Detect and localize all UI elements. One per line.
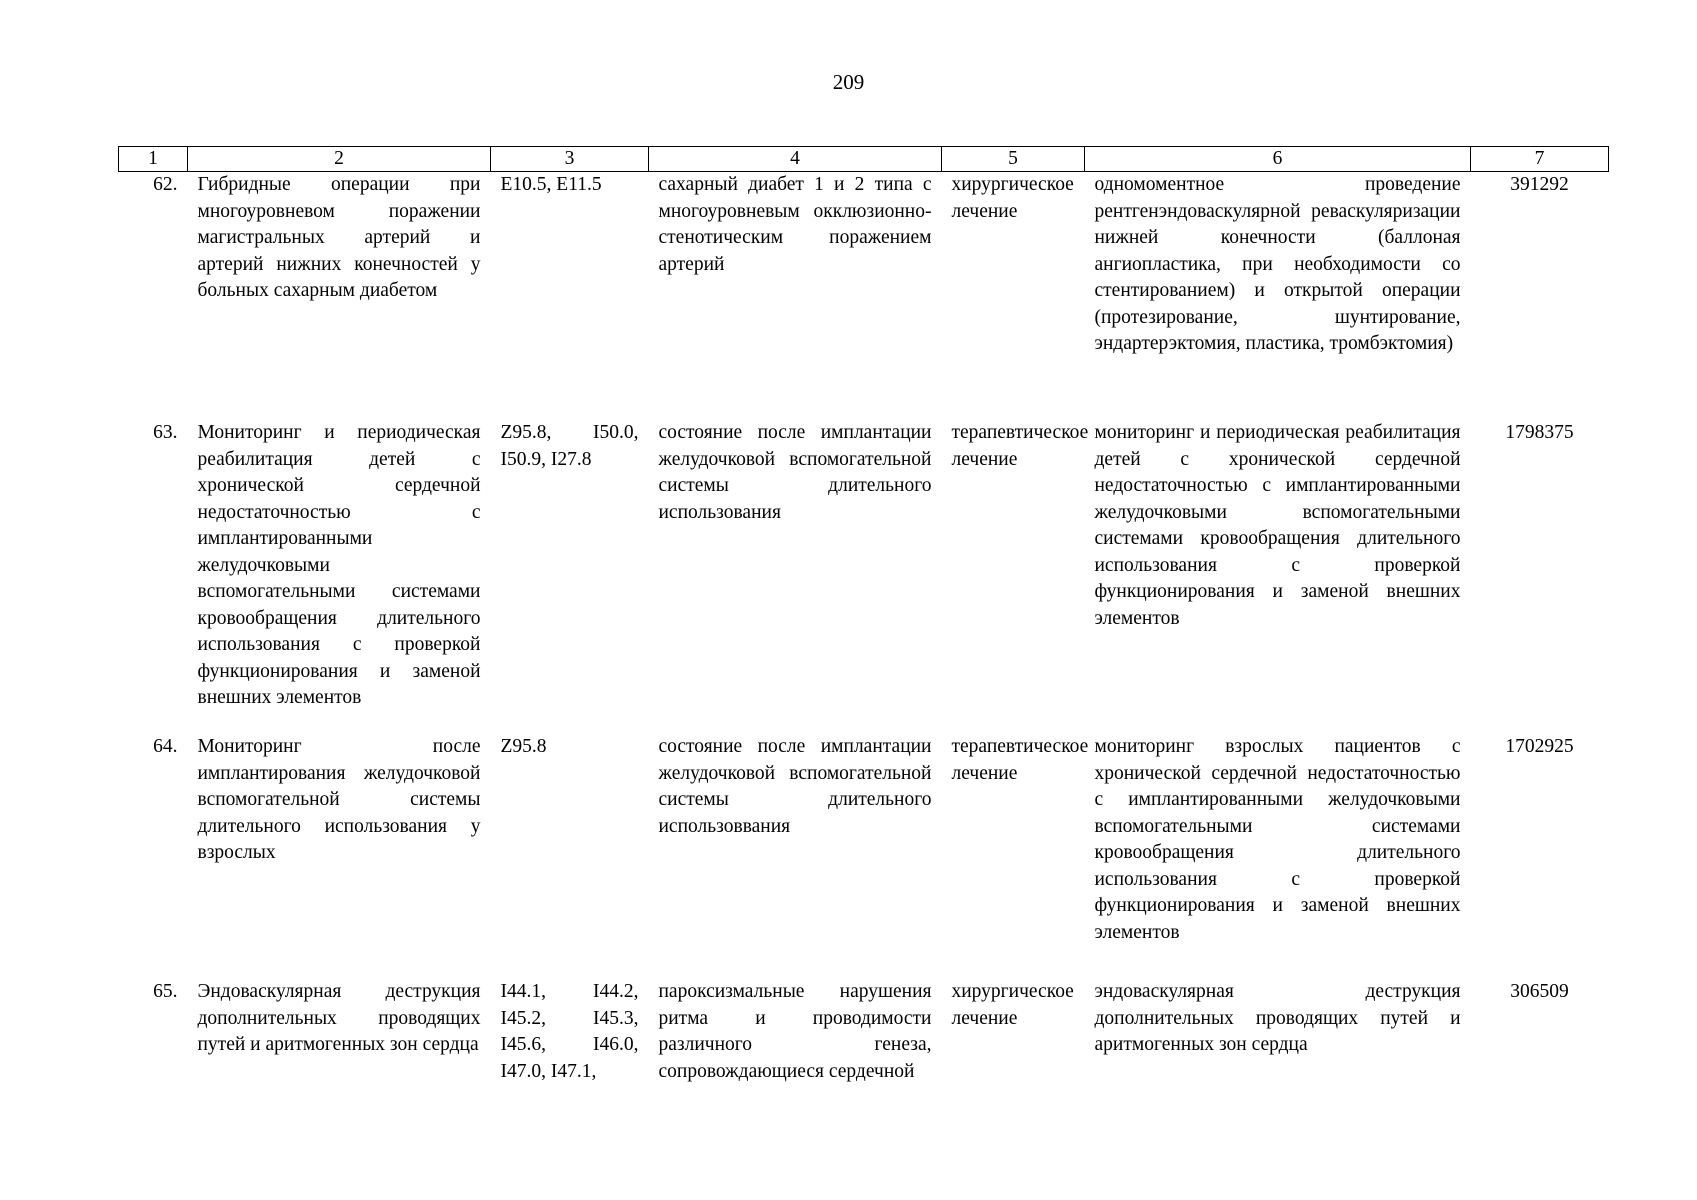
table-header-row: [119, 147, 1609, 172]
intervention-name: Мониторинг и периодическая реабилитация детей с хронической сердечной недостаточностью с имплантированными желудочковыми вспомогательными системами кровообращения длительного использования с проверкой функционирования и заменой внешних элементов: [197, 422, 481, 708]
table-row: [119, 172, 1609, 421]
intervention-name: Мониторинг после имплантирования желудочковой вспомогательной системы длительного использования у взрослых: [197, 736, 481, 863]
treatment-type: хирургическое лечение: [951, 981, 1074, 1029]
treatment-method: эндоваскулярная деструкция дополнительных проводящих путей и аритмогенных зон сердца: [1094, 981, 1461, 1055]
column-header-3: 3: [491, 147, 649, 172]
column-header-4: 4: [649, 147, 942, 172]
diagnosis-codes: I44.1, I44.2, I45.2, I45.3, I45.6, I46.0, I47.0, I47.1,: [500, 981, 639, 1082]
table-row: [119, 979, 1609, 1099]
cost-value: 1702925: [1505, 736, 1574, 757]
table-row: [119, 734, 1609, 979]
intervention-name: Гибридные операции при многоуровневом поражении магистральных артерий и артерий нижних конечностей у больных сахарным диабетом: [197, 174, 481, 301]
column-header-2: 2: [188, 147, 491, 172]
treatment-method: мониторинг взрослых пациентов с хронической сердечной недостаточностью с имплантированными желудочковыми вспомогательными системами кровообращения длительного использования с проверкой функционирования и заменой внешних элементов: [1094, 736, 1461, 943]
diagnosis-codes: Z95.8: [500, 736, 547, 757]
diagnosis-codes: E10.5, E11.5: [500, 174, 602, 195]
column-header-6: 6: [1085, 147, 1471, 172]
cost-value: 391292: [1510, 174, 1569, 195]
cost-value: 1798375: [1505, 422, 1574, 443]
row-number: 64.: [153, 736, 178, 757]
column-header-1: 1: [119, 147, 188, 172]
row-number: 62.: [153, 174, 178, 195]
table-row: [119, 420, 1609, 734]
treatment-type: терапевтическое лечение: [951, 422, 1089, 470]
treatment-method: одномоментное проведение рентгенэндоваскулярной реваскуляризации нижней конечности (баллоная ангиопластика, при необходимости со стентированием) и открытой операции (протезирование, шунтирование, эндартерэктомия, пластика, тромбэктомия): [1094, 174, 1461, 354]
treatment-method: мониторинг и периодическая реабилитация детей с хронической сердечной недостаточностью с имплантированными желудочковыми вспомогательными системами кровообращения длительного использования с проверкой функционирования и заменой внешних элементов: [1094, 422, 1461, 629]
page-number: 209: [832, 70, 865, 94]
patient-model: состояние после имплантации желудочковой вспомогательной системы длительного использования: [658, 422, 932, 523]
intervention-name: Эндоваскулярная деструкция дополнительных проводящих путей и аритмогенных зон сердца: [197, 981, 481, 1055]
column-header-5: 5: [942, 147, 1085, 172]
patient-model: сахарный диабет 1 и 2 типа с многоуровневым окклюзионно-стенотическим поражением артерий: [658, 174, 932, 275]
row-number: 65.: [153, 981, 178, 1002]
column-header-7: 7: [1471, 147, 1609, 172]
cost-value: 306509: [1510, 981, 1569, 1002]
patient-model: пароксизмальные нарушения ритма и проводимости различного генеза, сопровождающиеся сердечной: [658, 981, 932, 1082]
treatment-table: [118, 146, 1609, 1099]
row-number: 63.: [153, 422, 178, 443]
treatment-type: хирургическое лечение: [951, 174, 1074, 222]
diagnosis-codes: Z95.8, I50.0, I50.9, I27.8: [500, 422, 639, 470]
treatment-type: терапевтическое лечение: [951, 736, 1089, 784]
patient-model: состояние после имплантации желудочковой вспомогательной системы длительного использоввания: [658, 736, 932, 837]
